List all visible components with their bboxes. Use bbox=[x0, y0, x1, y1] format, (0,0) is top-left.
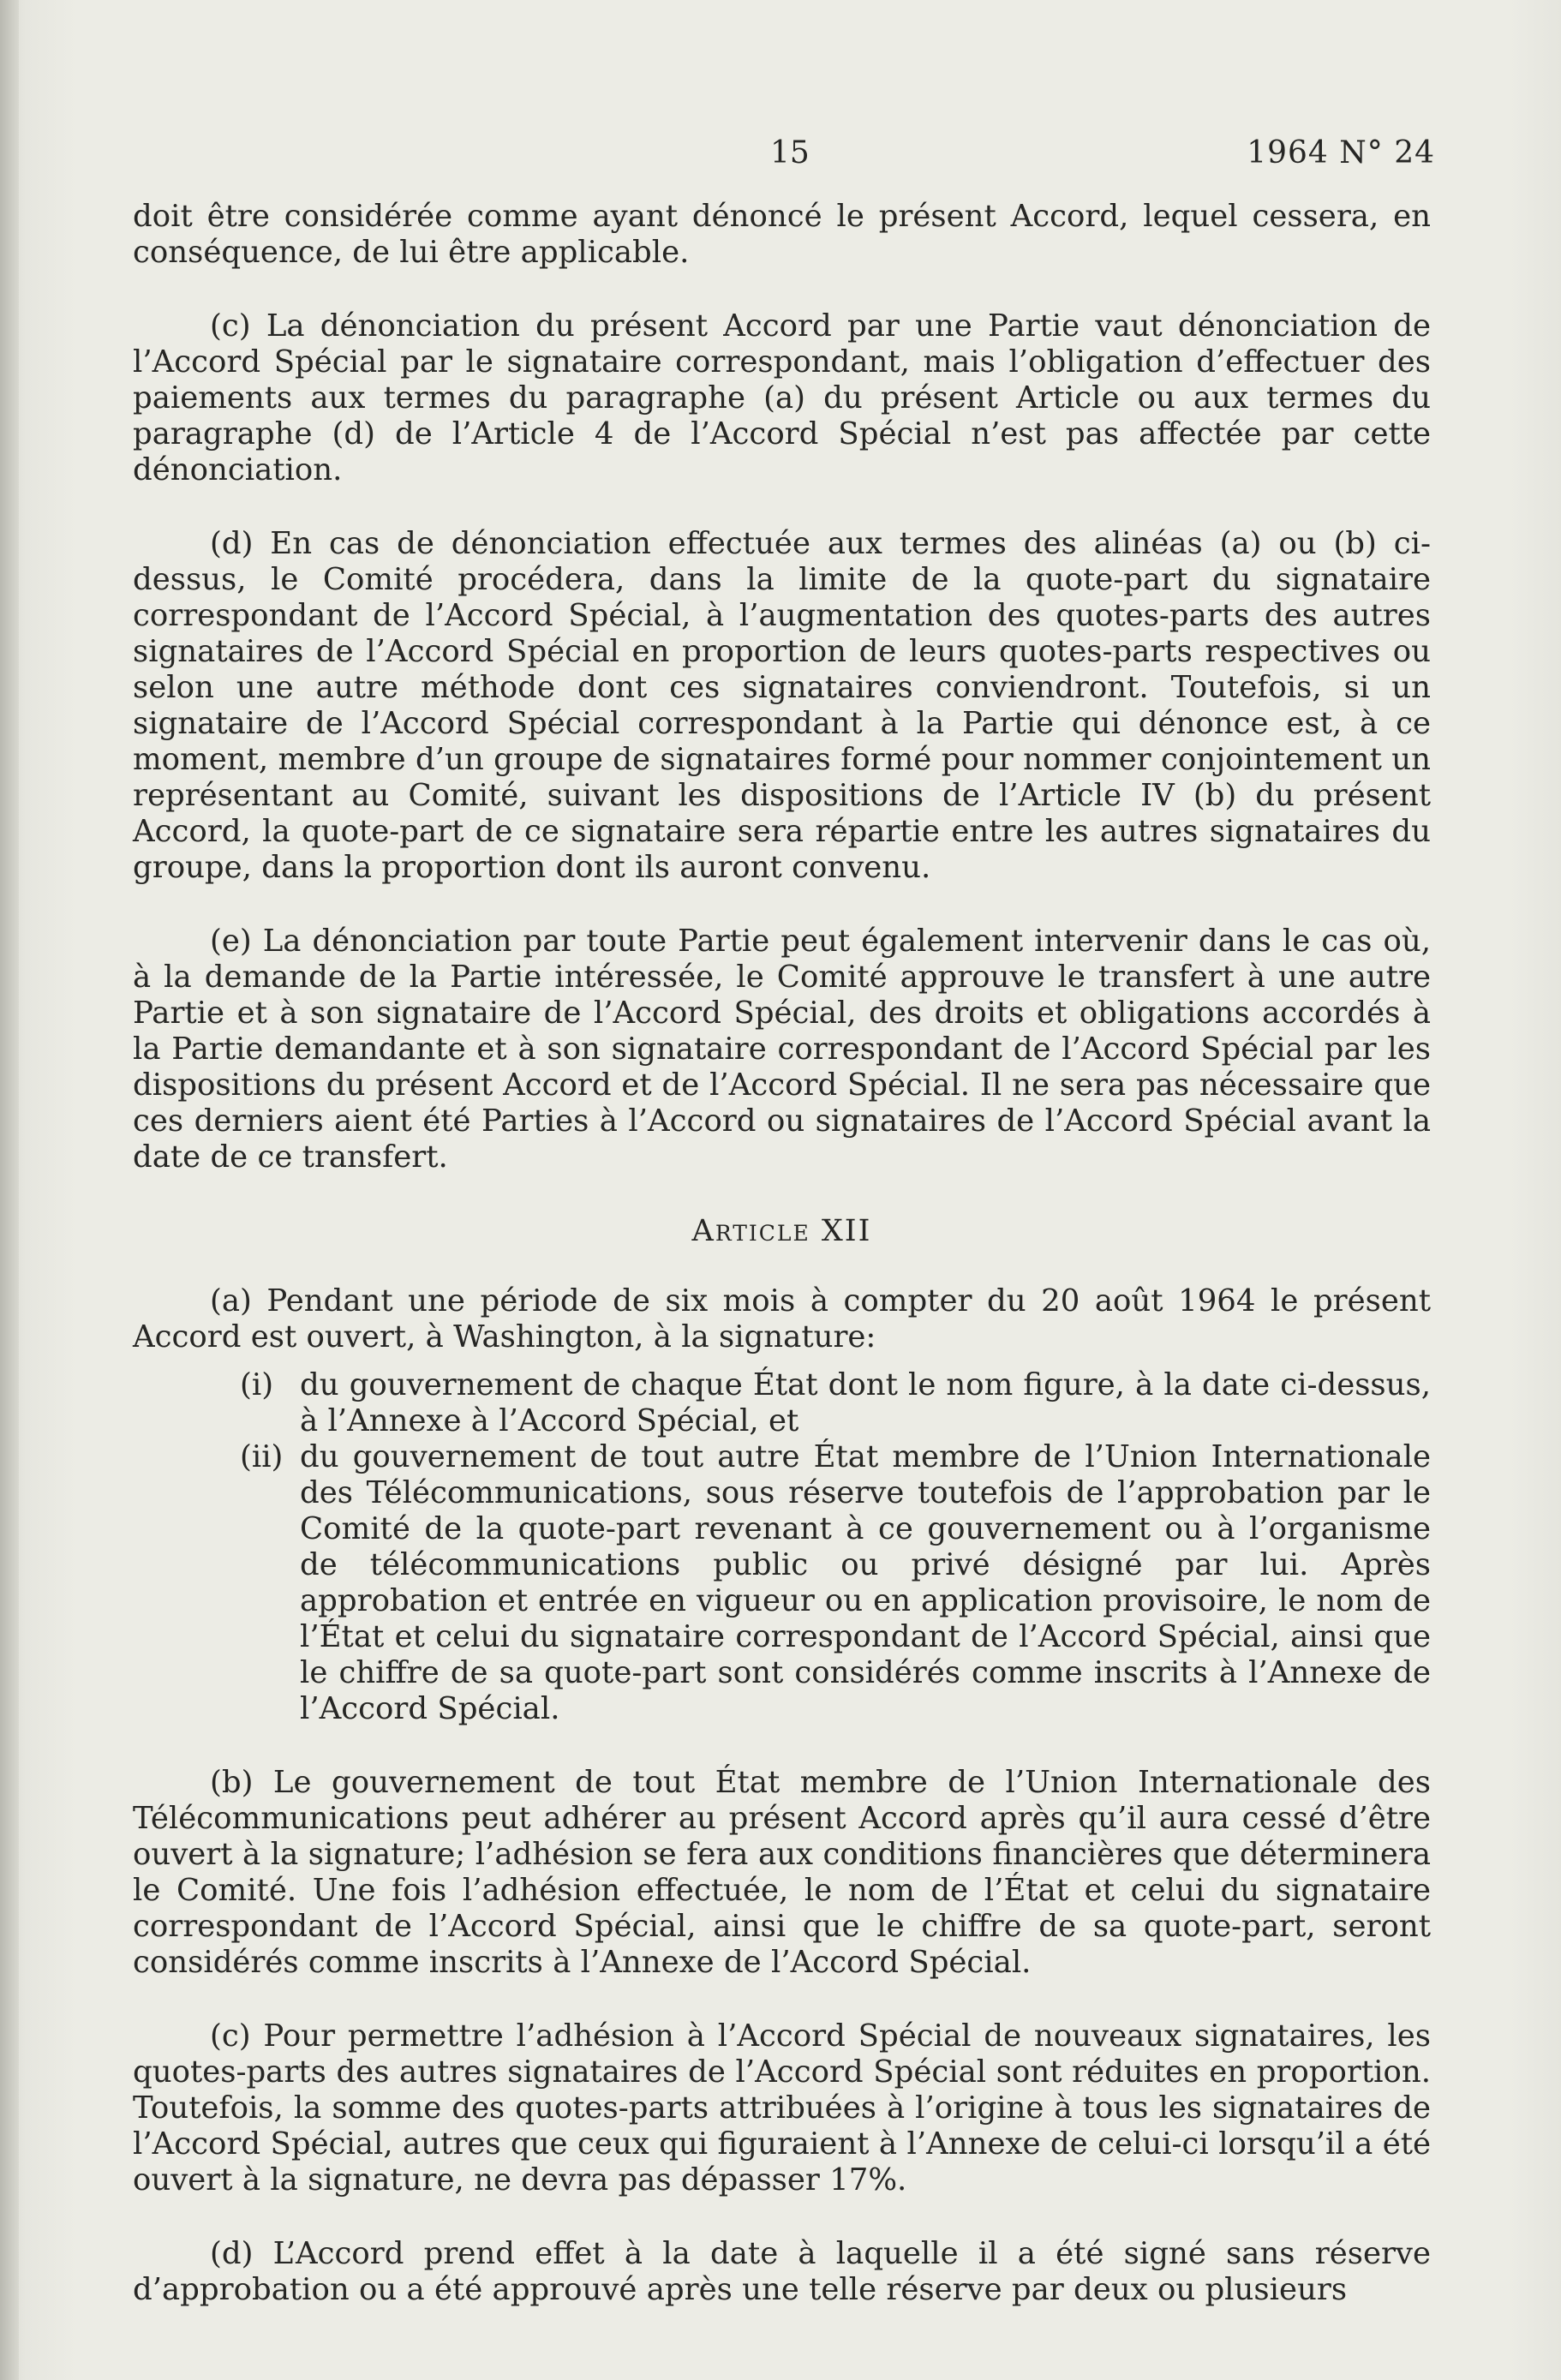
journal-reference: 1964 N° 24 bbox=[1247, 135, 1435, 170]
paragraph-continuation: doit être considérée comme ayant dénoncé le présent Accord, lequel cessera, en conséquence, de lui être applicable. bbox=[133, 199, 1431, 270]
article-heading: Article XII bbox=[691, 1214, 872, 1248]
article-xii-paragraph-a: (a) Pendant une période de six mois à compter du 20 août 1964 le présent Accord est ouvert, à Washington, à la signature: bbox=[133, 1283, 1431, 1354]
paragraph-c: (c) La dénonciation du présent Accord par une Partie vaut dénonciation de l’Accord Spécial par le signataire correspondant, mais l’obligation d’effectuer des paiements aux termes du paragraphe (a) du présent Article ou aux termes du paragraphe (d) de l’Article 4 de l’Accord Spécial n’est pas affectée par cette dénonciation. bbox=[133, 308, 1431, 487]
list-item bbox=[240, 1367, 1431, 1439]
article-xii-paragraph-d: (d) L’Accord prend effet à la date à laquelle il a été signé sans réserve d’approbation ou a été approuvé après une telle réserve par deux ou plusieurs bbox=[133, 2236, 1431, 2307]
document-body bbox=[133, 199, 1431, 2346]
list-item-text: du gouvernement de tout autre État membre de l’Union Internationale des Télécommunications, sous réserve toutefois de l’approbation par le Comité de la quote-part revenant à ce gouvernement ou à l’organisme de télécommunications public ou privé désigné par lui. Après approbation et entrée en vigueur ou en application provisoire, le nom de l’État et celui du signataire correspondant de l’Accord Spécial, ainsi que le chiffre de sa quote-part sont considérés comme inscrits à l’Annexe de l’Accord Spécial. bbox=[300, 1439, 1431, 1726]
article-xii-paragraph-b: (b) Le gouvernement de tout État membre de l’Union Internationale des Télécommunications peut adhérer au présent Accord après qu’il aura cessé d’être ouvert à la signature; l’adhésion se fera aux conditions financières que déterminera le Comité. Une fois l’adhésion effectuée, le nom de l’État et celui du signataire correspondant de l’Accord Spécial, ainsi que le chiffre de sa quote-part, seront considérés comme inscrits à l’Annexe de l’Accord Spécial. bbox=[133, 1765, 1431, 1980]
list-item-text: du gouvernement de chaque État dont le nom figure, à la date ci-dessus, à l’Annexe à l’Accord Spécial, et bbox=[300, 1367, 1431, 1438]
page-number: 15 bbox=[770, 135, 810, 170]
signature-list bbox=[133, 1367, 1431, 1727]
page-header bbox=[133, 135, 1435, 178]
paragraph-e: (e) La dénonciation par toute Partie peut également intervenir dans le cas où, à la demande de la Partie intéressée, le Comité approuve le transfert à une autre Partie et à son signataire de l’Accord Spécial, des droits et obligations accordés à la Partie demandante et à son signataire correspondant de l’Accord Spécial par les dispositions du présent Accord et de l’Accord Spécial. Il ne sera pas nécessaire que ces derniers aient été Parties à l’Accord ou signataires de l’Accord Spécial avant la date de ce transfert. bbox=[133, 924, 1431, 1175]
binding-shadow bbox=[0, 0, 19, 2380]
paragraph-d: (d) En cas de dénonciation effectuée aux termes des alinéas (a) ou (b) ci-dessus, le Comité procédera, dans la limite de la quote-part du signataire correspondant de l’Accord Spécial, à l’augmentation des quotes-parts des autres signataires de l’Accord Spécial en proportion de leurs quotes-parts respectives ou selon une autre méthode dont ces signataires conviendront. Toutefois, si un signataire de l’Accord Spécial correspondant à la Partie qui dénonce est, à ce moment, membre d’un groupe de signataires formé pour nommer conjointement un représentant au Comité, suivant les dispositions de l’Article IV (b) du présent Accord, la quote-part de ce signataire sera répartie entre les autres signataires du groupe, dans la proportion dont ils auront convenu. bbox=[133, 526, 1431, 885]
list-item bbox=[240, 1439, 1431, 1727]
list-item-marker: (ii) bbox=[240, 1439, 284, 1474]
article-xii-paragraph-c: (c) Pour permettre l’adhésion à l’Accord Spécial de nouveaux signataires, les quotes-parts des autres signataires de l’Accord Spécial sont réduites en proportion. Toutefois, la somme des quotes-parts attribuées à l’origine à tous les signataires de l’Accord Spécial, autres que ceux qui figuraient à l’Annexe de celui-ci lorsqu’il a été ouvert à la signature, ne devra pas dépasser 17%. bbox=[133, 2018, 1431, 2198]
list-item-marker: (i) bbox=[240, 1367, 274, 1402]
